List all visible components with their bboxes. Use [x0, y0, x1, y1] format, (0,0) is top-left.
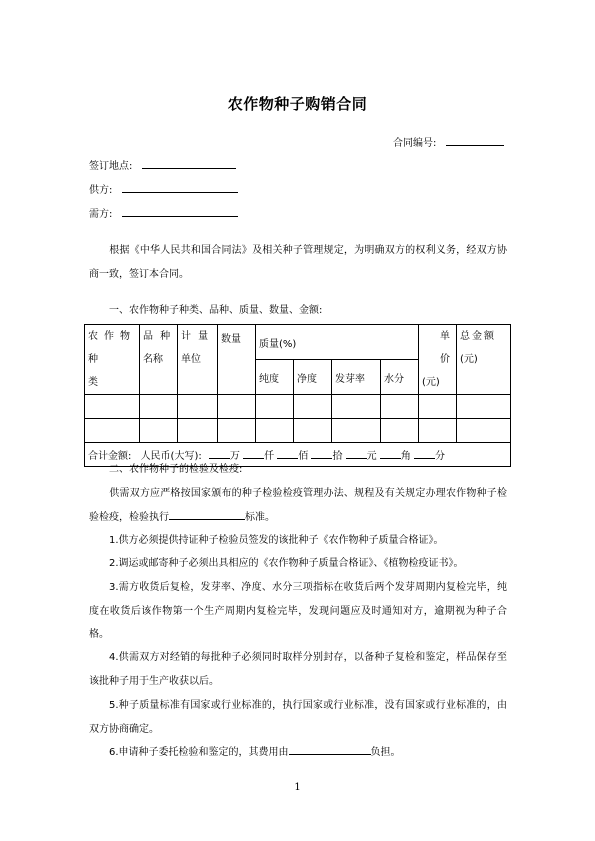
section2-paragraph-6: 6.申请种子委托检验和鉴定的，其费用由 负担。: [89, 741, 507, 765]
seed-table: [84, 324, 511, 467]
sign-place-label: 签订地点:: [89, 161, 133, 172]
total-rmb-label: 人民币(大写):: [140, 451, 202, 462]
section2-paragraph-4: 4.供需双方对经销的每批种子必须同时取样分别封存，以备种子复检和鉴定，样品保存至该批种子用于生产收获以后。: [89, 652, 507, 687]
header-crop-type: 农作物种 类: [85, 325, 140, 395]
section2-paragraph-3: 3.需方收货后复检，发芽率、净度、水分三项指标在收货后两个发芽周期内复检完毕，纯度在收货后该作物第一个生产周期内复检完毕，发现问题应及时通知对方，逾期视为种子合格。: [89, 582, 507, 640]
section2-paragraph-0: 供需双方应严格按国家颁布的种子检验检疫管理办法、规程及有关规定办理农作物种子检验检疫，检验执行 标准。: [89, 488, 507, 523]
section1-title: 一、农作物种子种类、品种、质量、数量、金额:: [109, 305, 323, 316]
header-clarity: 净度: [294, 360, 332, 395]
intro-paragraph: [89, 239, 507, 286]
header-quality: 质量(%): [256, 325, 419, 360]
header-moisture: 水分: [381, 360, 419, 395]
supplier-blank[interactable]: [122, 182, 238, 193]
buyer-label: 需方:: [89, 209, 113, 220]
contract-number: [393, 134, 504, 149]
header-purity: 纯度: [256, 360, 294, 395]
contract-number-blank[interactable]: [446, 135, 504, 146]
fee-bearer-blank[interactable]: [289, 744, 371, 755]
section2-paragraph-5: 5.种子质量标准有国家或行业标准的，执行国家或行业标准，没有国家或行业标准的，由双方协商确定。: [89, 700, 507, 735]
table-row: [85, 395, 511, 419]
inspection-standard-blank[interactable]: [169, 509, 245, 520]
header-quantity: 数量: [218, 325, 256, 395]
header-unit-price: 单 价 (元): [419, 325, 457, 395]
contract-number-label: 合同编号:: [393, 138, 437, 149]
sign-place-blank[interactable]: [142, 158, 236, 169]
header-germination: 发芽率: [332, 360, 381, 395]
table-row: [85, 419, 511, 443]
supplier-label: 供方:: [89, 185, 113, 196]
sign-place-line: [89, 158, 236, 173]
section2-paragraph-2: 2.调运或邮寄种子必须出具相应的《农作物种子质量合格证》、《植物检疫证书》。: [109, 558, 464, 569]
total-label: 合计金额:: [88, 451, 132, 462]
total-row: [85, 443, 511, 467]
section2-paragraph-1: 1.供方必须提供持证种子检验员签发的该批种子《农作物种子质量合格证》。: [109, 535, 444, 546]
supplier-line: [89, 182, 238, 197]
document-title: 农作物种子购销合同: [227, 95, 368, 113]
section2-title: 二、农作物种子的检验及检疫:: [109, 464, 243, 475]
header-total-amount: 总金额 (元): [457, 325, 511, 395]
intro-text: 根据《中华人民共和国合同法》及相关种子管理规定，为明确双方的权利义务，经双方协商一致，签订本合同。: [89, 245, 507, 280]
buyer-line: [89, 206, 238, 221]
total-amount-cell: 合计金额: 人民币(大写): 万 仟 佰 拾 元 角 分: [85, 443, 511, 467]
header-variety: 品 种 名称: [140, 325, 178, 395]
page-number: 1: [294, 782, 301, 793]
buyer-blank[interactable]: [122, 206, 238, 217]
header-unit: 计 量 单位: [178, 325, 218, 395]
